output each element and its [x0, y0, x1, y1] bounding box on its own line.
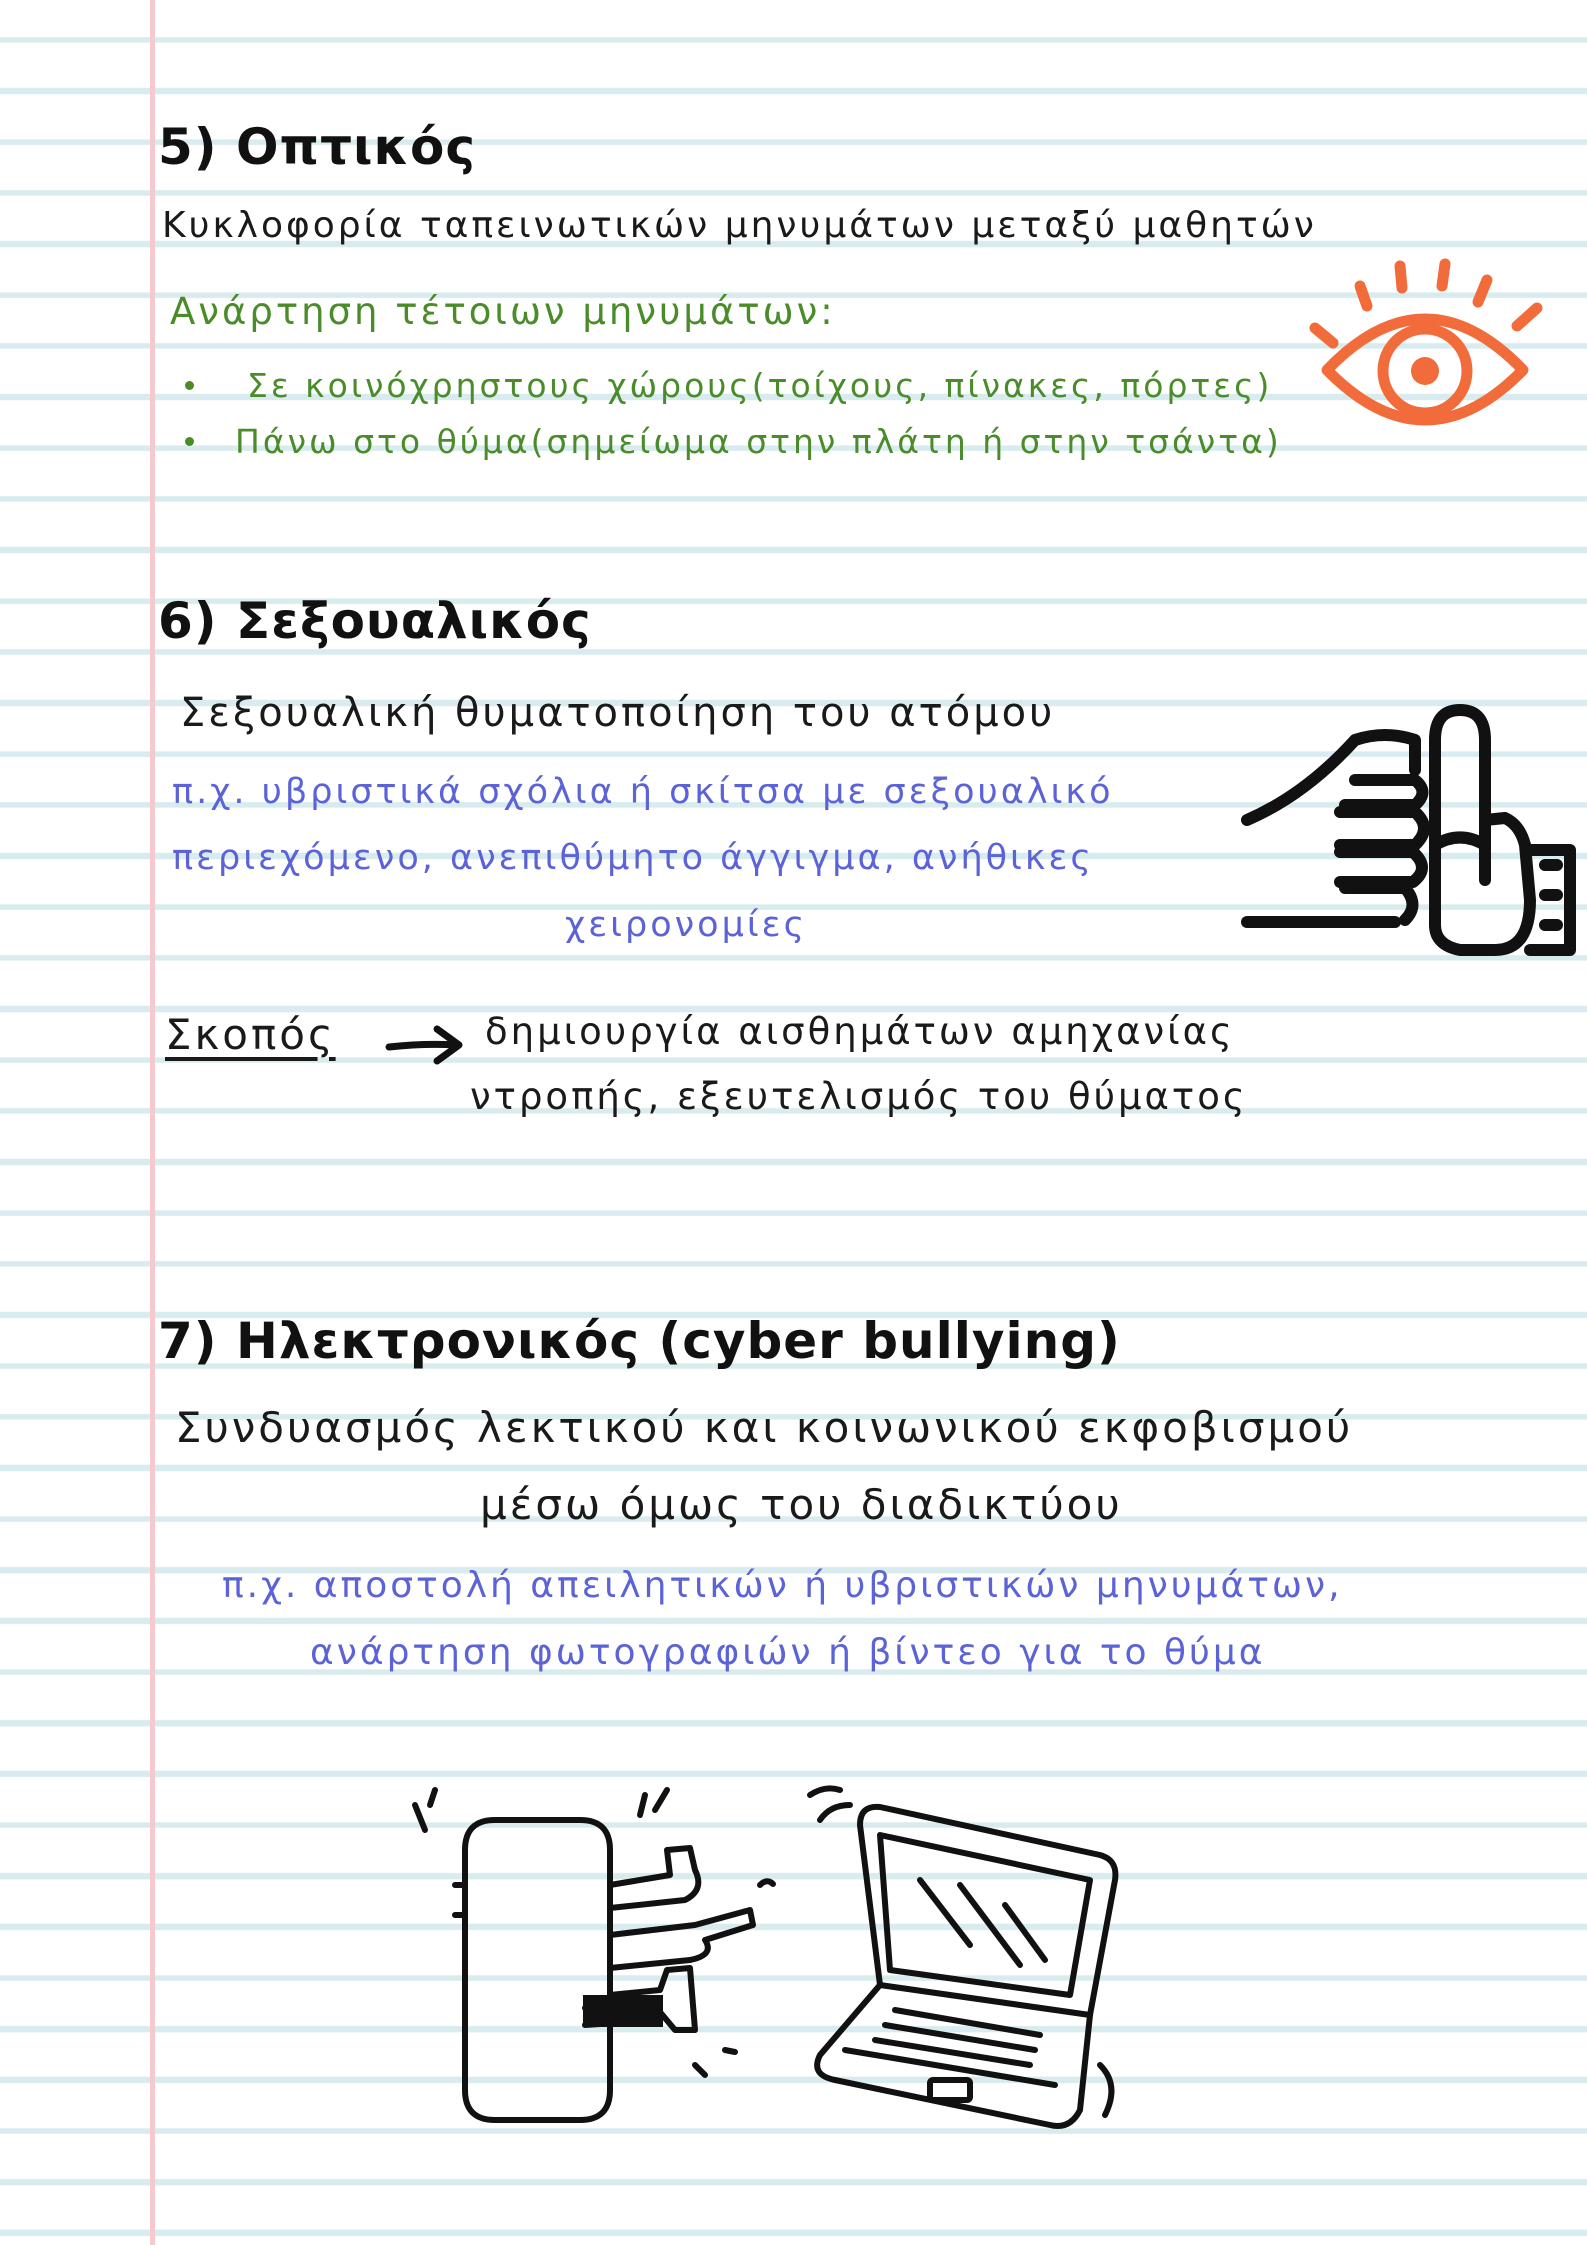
section-6-heading: 6) Σεξουαλικός: [158, 592, 592, 650]
section-7-description-line-2: μέσω όμως του διαδικτύου: [480, 1480, 1123, 1529]
bullet-dot-icon: [185, 381, 194, 390]
arrow-right-icon: [385, 1025, 465, 1065]
section-7-example-line-1: π.χ. αποστολή απειλητικών ή υβριστικών μηνυμάτων,: [222, 1565, 1343, 1606]
section-7-description-line-1: Συνδυασμός λεκτικού και κοινωνικού εκφοβισμού: [175, 1403, 1354, 1452]
section-6-description: Σεξουαλική θυματοποίηση του ατόμου: [180, 690, 1056, 736]
section-5-bullet-list: [185, 358, 1282, 470]
section-6-example-line-2: περιεχόμενο, ανεπιθύμητο άγγιγμα, ανήθικες: [172, 838, 1094, 878]
section-7-example-line-2: ανάρτηση φωτογραφιών ή βίντεο για το θύμα: [310, 1632, 1266, 1673]
list-item: Πάνω στο θύμα(σημείωμα στην πλάτη ή στην τσάντα): [185, 414, 1282, 470]
purpose-label: Σκοπός: [165, 1010, 336, 1059]
section-5-subheading: Ανάρτηση τέτοιων μηνυμάτων:: [170, 290, 836, 333]
notebook-margin-line: [150, 0, 155, 2245]
purpose-line-2: ντροπής, εξευτελισμός του θύματος: [470, 1075, 1248, 1118]
section-6-example-line-3: χειρονομίες: [565, 905, 808, 945]
laptop-icon: [800, 1785, 1130, 2135]
eye-icon: [1305, 258, 1545, 458]
section-5-heading: 5) Οπτικός: [158, 118, 477, 176]
section-5-description: Κυκλοφορία ταπεινωτικών μηνυμάτων μεταξύ μαθητών: [162, 205, 1317, 246]
purpose-line-1: δημιουργία αισθημάτων αμηχανίας: [485, 1010, 1235, 1053]
bullet-dot-icon: [185, 437, 194, 446]
hand-gesture-icon: [1245, 700, 1575, 970]
section-6-example-line-1: π.χ. υβριστικά σχόλια ή σκίτσα με σεξουαλικό: [172, 772, 1114, 812]
list-item: Σε κοινόχρηστους χώρους(τοίχους, πίνακες, πόρτες): [185, 358, 1282, 414]
section-7-heading: 7) Ηλεκτρονικός (cyber bullying): [158, 1312, 1121, 1370]
phone-hands-icon: [405, 1790, 785, 2130]
